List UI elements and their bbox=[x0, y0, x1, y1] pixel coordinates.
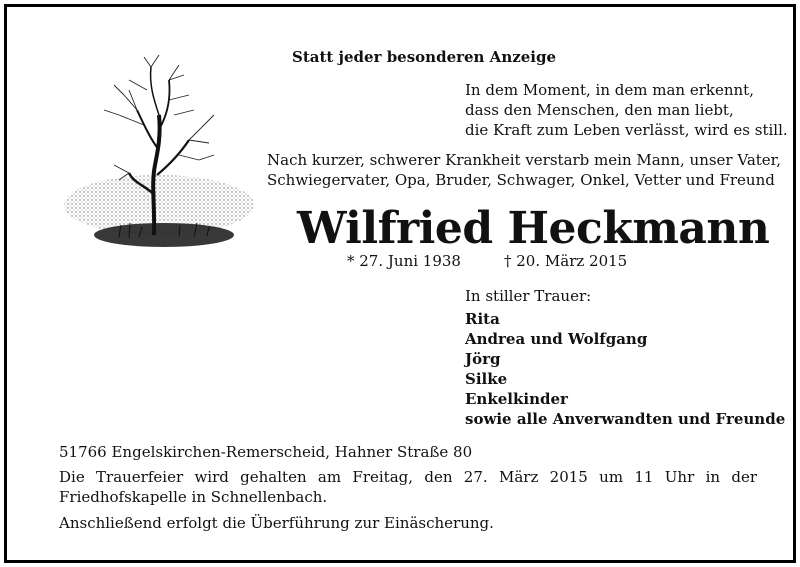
address: 51766 Engelskirchen-Remerscheid, Hahner Straße 80 bbox=[59, 443, 473, 461]
poem-line: die Kraft zum Leben verlässt, wird es still. bbox=[465, 121, 788, 139]
intro-text bbox=[267, 150, 781, 190]
funeral-info: Die Trauerfeier wird gehalten am Freitag, den 27. März 2015 um 11 Uhr in der Friedhofskapelle in Schnellenbach. bbox=[59, 468, 757, 506]
intro-line: Nach kurzer, schwerer Krankheit verstarb mein Mann, unser Vater, bbox=[267, 151, 781, 169]
birth-date: * 27. Juni 1938 bbox=[347, 252, 461, 270]
mourners-list bbox=[465, 309, 785, 429]
list-item: Jörg bbox=[465, 350, 501, 368]
death-date: † 20. März 2015 bbox=[504, 252, 628, 270]
obituary-card bbox=[4, 4, 796, 563]
list-item: Rita bbox=[465, 310, 500, 328]
list-item: sowie alle Anverwandten und Freunde bbox=[465, 410, 786, 428]
list-item: Enkelkinder bbox=[465, 390, 568, 408]
deceased-name: Wilfried Heckmann bbox=[297, 203, 770, 254]
mourning-label: In stiller Trauer: bbox=[465, 287, 592, 305]
list-item: Silke bbox=[465, 370, 508, 388]
poem bbox=[465, 80, 788, 140]
bare-tree-icon bbox=[59, 55, 259, 260]
list-item: Andrea und Wolfgang bbox=[465, 330, 648, 348]
transfer-info: Anschließend erfolgt die Überführung zur Einäscherung. bbox=[59, 514, 494, 532]
intro-line: Schwiegervater, Opa, Bruder, Schwager, Onkel, Vetter und Freund bbox=[267, 171, 775, 189]
notice-header: Statt jeder besonderen Anzeige bbox=[292, 48, 557, 66]
poem-line: dass den Menschen, den man liebt, bbox=[465, 101, 734, 119]
poem-line: In dem Moment, in dem man erkennt, bbox=[465, 81, 754, 99]
